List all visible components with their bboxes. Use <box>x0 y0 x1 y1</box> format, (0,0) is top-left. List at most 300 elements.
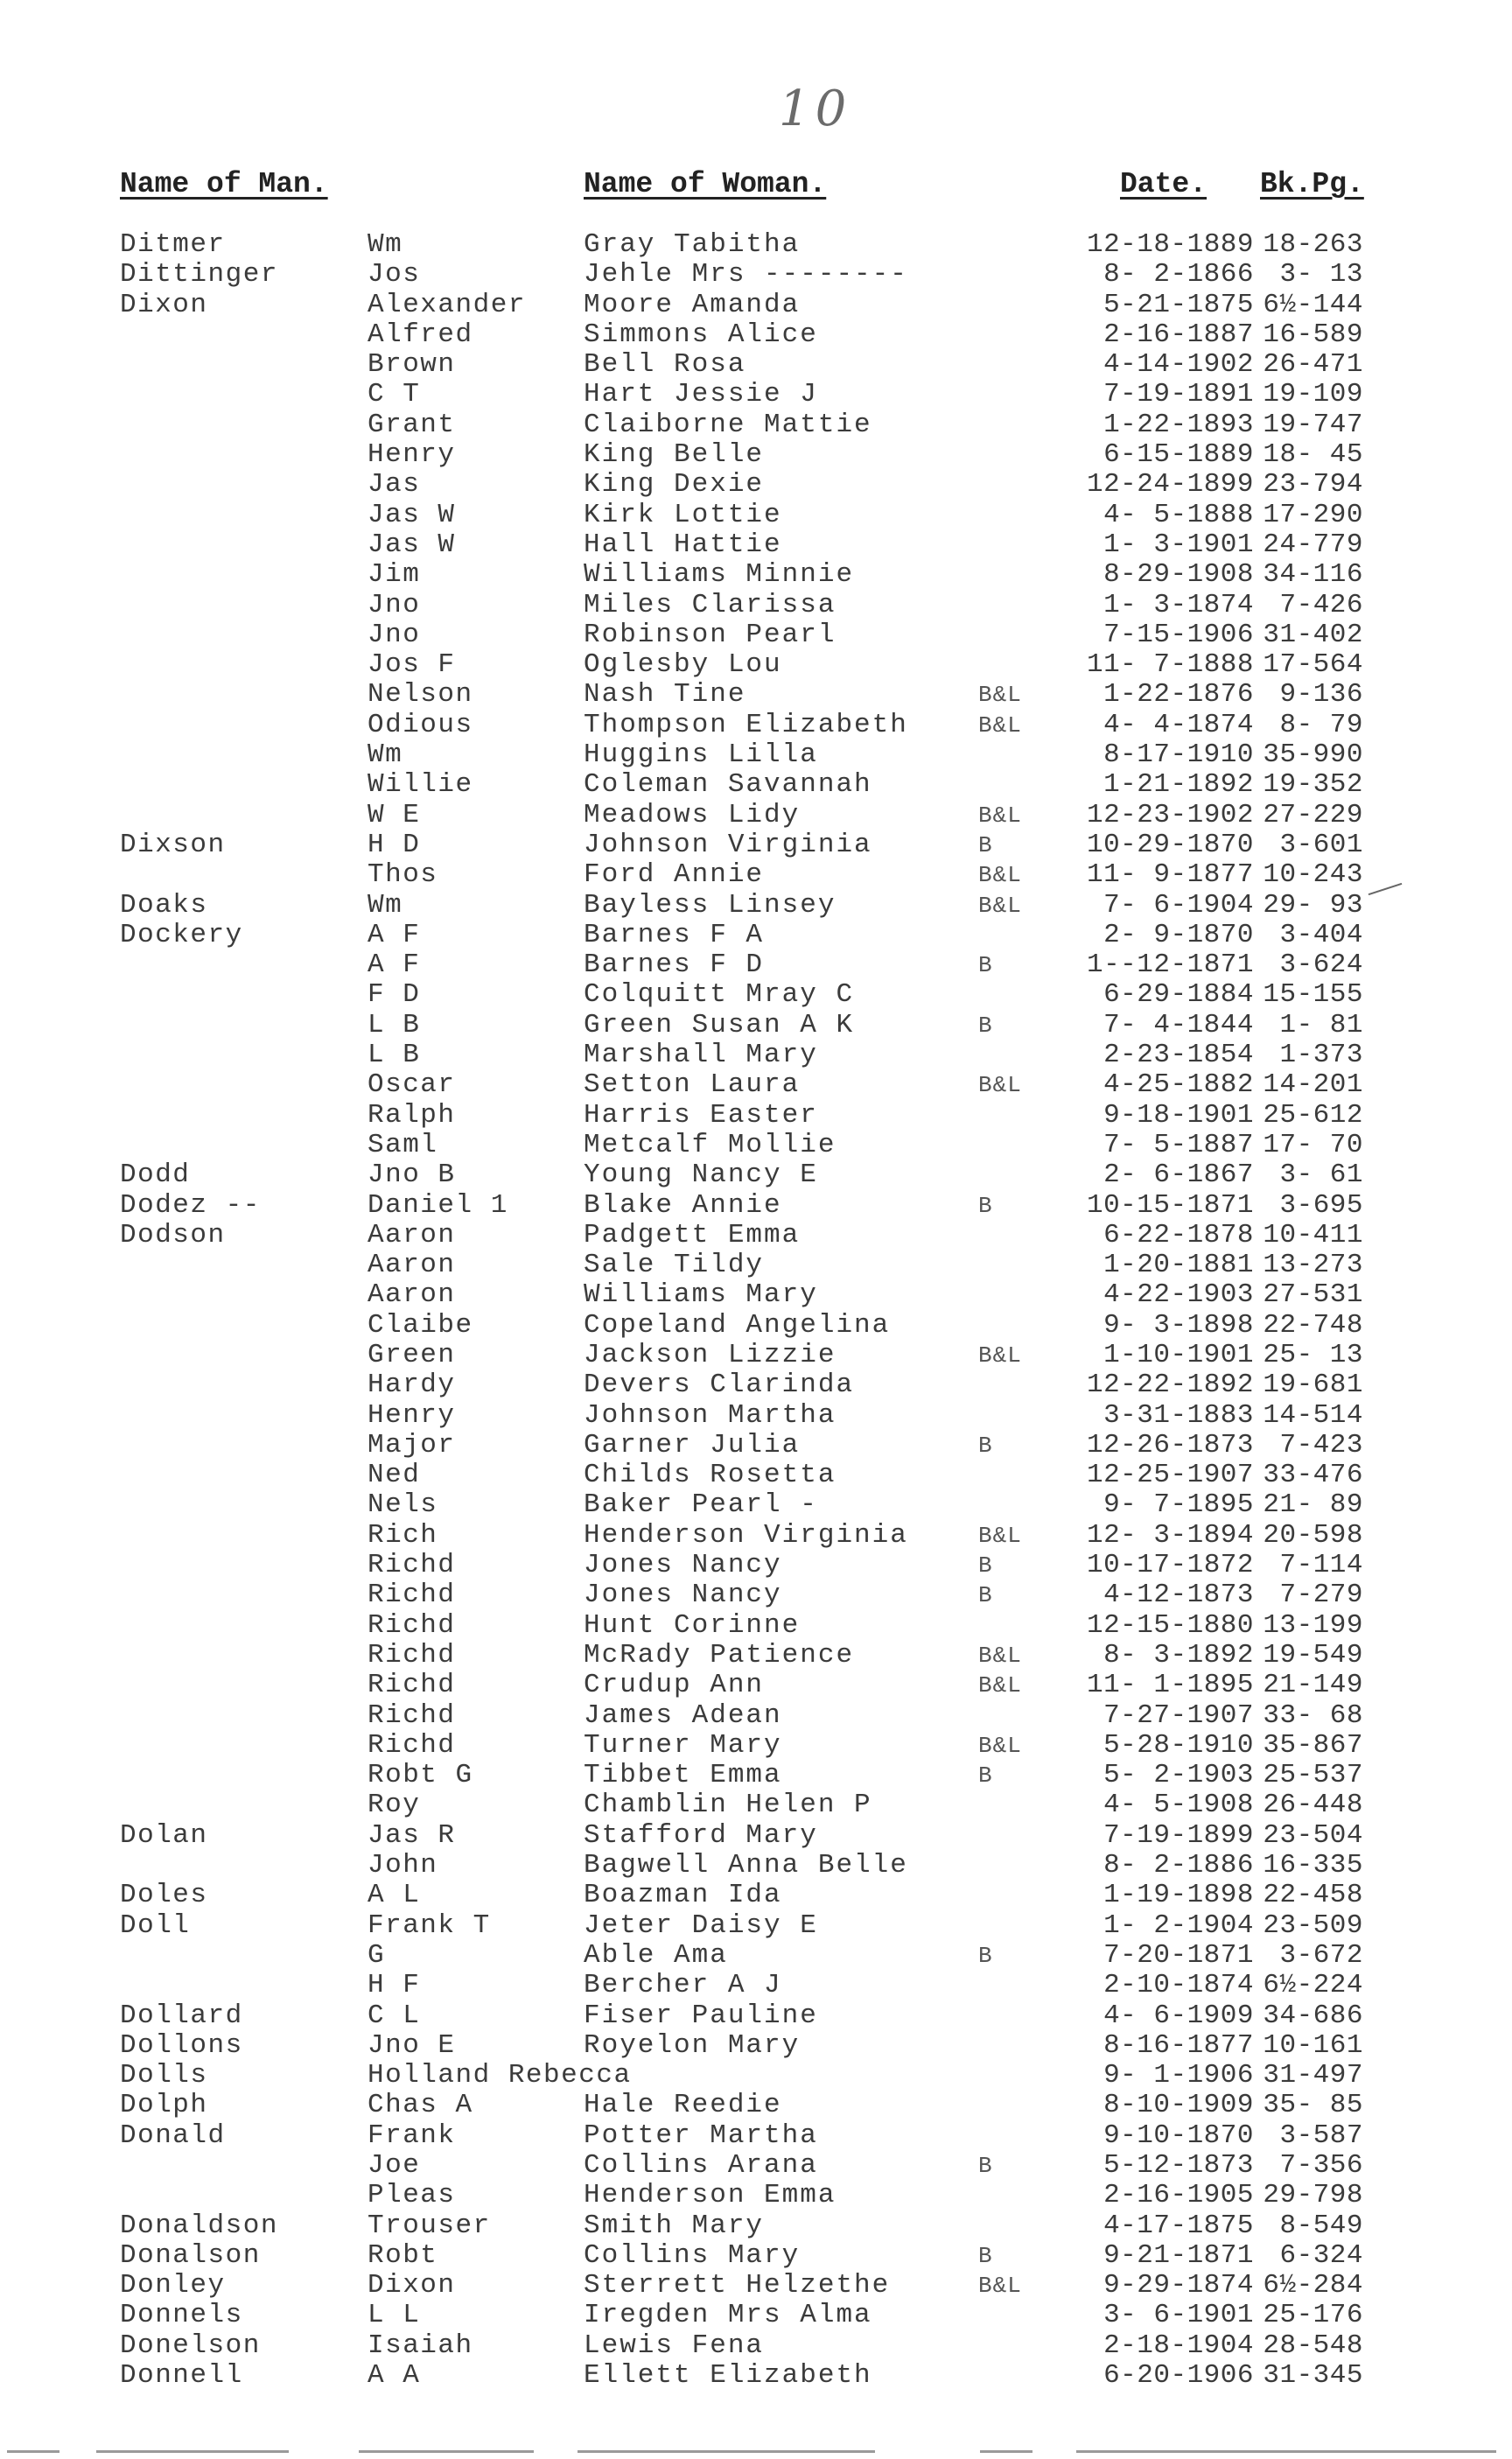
record-row <box>0 291 1512 320</box>
record-row <box>0 2271 1512 2301</box>
record-note: B&L <box>978 1072 1022 1099</box>
man-given-name: Jas R <box>368 1819 456 1851</box>
man-surname: Dolls <box>120 2060 208 2091</box>
man-given-name: G <box>368 1939 386 1971</box>
man-given-name: Thos <box>368 859 438 891</box>
man-given-name: Richd <box>368 1580 456 1611</box>
woman-name: Huggins Lilla <box>584 739 818 771</box>
record-note: B&L <box>978 1732 1022 1759</box>
record-row <box>0 380 1512 410</box>
record-row <box>0 230 1512 260</box>
marriage-date: 5- 2-1903 <box>1103 1760 1254 1791</box>
man-surname: Dixson <box>120 829 226 860</box>
woman-name: Green Susan A K <box>584 1009 855 1040</box>
book-page: 31-497 <box>1263 2060 1363 2091</box>
record-row <box>0 950 1512 980</box>
book-page: 31-402 <box>1263 619 1363 650</box>
book-page: 14-201 <box>1263 1069 1363 1101</box>
marriage-date: 12-26-1873 <box>1086 1429 1254 1461</box>
woman-name: Miles Clarissa <box>584 589 836 620</box>
book-page: 3- 13 <box>1279 259 1363 291</box>
record-row <box>0 2031 1512 2061</box>
book-page: 7-423 <box>1279 1429 1363 1461</box>
book-page: 31-345 <box>1263 2360 1363 2392</box>
record-row <box>0 891 1512 921</box>
book-page: 14-514 <box>1263 1399 1363 1431</box>
man-given-name: Nels <box>368 1489 438 1521</box>
woman-name: Potter Martha <box>584 2119 818 2151</box>
record-note: B&L <box>978 682 1022 709</box>
man-given-name: F D <box>368 979 421 1011</box>
footer-rule <box>1076 2450 1496 2453</box>
record-row <box>0 1490 1512 1520</box>
man-given-name: Robt <box>368 2239 438 2271</box>
marriage-date: 8-16-1877 <box>1103 2029 1254 2061</box>
man-given-name: Ralph <box>368 1099 456 1131</box>
man-given-name: Roy <box>368 1790 421 1821</box>
woman-name: Metcalf Mollie <box>584 1129 836 1160</box>
man-given-name: Richd <box>368 1729 456 1761</box>
woman-name: Copeland Angelina <box>584 1309 891 1341</box>
man-surname: Donley <box>120 2270 226 2301</box>
marriage-date: 1-20-1881 <box>1103 1250 1254 1281</box>
man-given-name: Jos <box>368 259 421 291</box>
book-page: 10-161 <box>1263 2029 1363 2061</box>
book-page: 3-587 <box>1279 2119 1363 2151</box>
marriage-date: 8- 2-1866 <box>1103 259 1254 291</box>
record-note: B&L <box>978 711 1022 739</box>
book-page: 29-798 <box>1263 2180 1363 2211</box>
record-row <box>0 801 1512 830</box>
man-given-name: Wm <box>368 229 403 260</box>
marriage-date: 2-23-1854 <box>1103 1040 1254 1071</box>
book-page: 7-279 <box>1279 1580 1363 1611</box>
record-note: B&L <box>978 892 1022 919</box>
woman-name: Johnson Virginia <box>584 829 872 860</box>
book-page: 22-748 <box>1263 1309 1363 1341</box>
man-surname: Dockery <box>120 919 243 950</box>
record-row <box>0 2211 1512 2241</box>
book-page: 6½-284 <box>1263 2270 1363 2301</box>
book-page: 10-411 <box>1263 1219 1363 1251</box>
man-given-name: Jno <box>368 589 421 620</box>
footer-rule <box>7 2450 60 2453</box>
man-surname: Ditmer <box>120 229 226 260</box>
man-given-name: Aaron <box>368 1219 456 1251</box>
woman-name: Jehle Mrs -------- <box>584 259 908 291</box>
record-row <box>0 2301 1512 2330</box>
record-row <box>0 1761 1512 1790</box>
marriage-date: 12-18-1889 <box>1086 229 1254 260</box>
record-row <box>0 1011 1512 1040</box>
record-row <box>0 1941 1512 1971</box>
marriage-date: 1-10-1901 <box>1103 1339 1254 1370</box>
book-page: 1-373 <box>1279 1040 1363 1071</box>
record-row <box>0 2181 1512 2210</box>
woman-name: Ellett Elizabeth <box>584 2360 872 2392</box>
man-given-name: A F <box>368 919 421 950</box>
woman-name: Kirk Lottie <box>584 499 782 530</box>
man-surname: Dolph <box>120 2090 208 2121</box>
record-row <box>0 1641 1512 1671</box>
record-row <box>0 501 1512 530</box>
marriage-date: 4-14-1902 <box>1103 349 1254 381</box>
man-given-name: Jim <box>368 559 421 591</box>
man-given-name: Henry <box>368 439 456 471</box>
record-row <box>0 650 1512 680</box>
record-row <box>0 1311 1512 1341</box>
book-page: 17- 70 <box>1263 1129 1363 1160</box>
record-row <box>0 1611 1512 1641</box>
record-row <box>0 1101 1512 1131</box>
book-page: 26-471 <box>1263 349 1363 381</box>
record-row <box>0 1851 1512 1881</box>
page-number: 10 <box>779 81 852 137</box>
record-row <box>0 260 1512 290</box>
record-row <box>0 620 1512 650</box>
record-row <box>0 830 1512 860</box>
record-note: B <box>978 1762 993 1790</box>
record-row <box>0 2361 1512 2391</box>
marriage-date: 7-15-1906 <box>1103 619 1254 650</box>
book-page: 23-794 <box>1263 469 1363 501</box>
book-page: 25-537 <box>1263 1760 1363 1791</box>
book-page: 17-564 <box>1263 649 1363 681</box>
record-row <box>0 860 1512 890</box>
book-page: 19-352 <box>1263 769 1363 801</box>
record-note: B&L <box>978 862 1022 889</box>
man-given-name: L L <box>368 2300 421 2331</box>
marriage-date: 3- 6-1901 <box>1103 2300 1254 2331</box>
woman-name: Oglesby Lou <box>584 649 782 681</box>
book-page: 3-695 <box>1279 1189 1363 1221</box>
record-row <box>0 410 1512 440</box>
record-row <box>0 1040 1512 1070</box>
man-given-name: Richd <box>368 1699 456 1731</box>
marriage-date: 11- 9-1877 <box>1086 859 1254 891</box>
marriage-date: 4-17-1875 <box>1103 2210 1254 2241</box>
man-given-name: Odious <box>368 709 473 740</box>
book-page: 13-273 <box>1263 1250 1363 1281</box>
record-row <box>0 440 1512 470</box>
man-given-name: Chas A <box>368 2090 473 2121</box>
record-row <box>0 921 1512 950</box>
record-note: B <box>978 952 993 979</box>
record-row <box>0 470 1512 500</box>
woman-name: King Dexie <box>584 469 765 501</box>
book-page: 9-136 <box>1279 679 1363 711</box>
man-surname: Dodson <box>120 1219 226 1251</box>
woman-name: Blake Annie <box>584 1189 782 1221</box>
marriage-date: 1-19-1898 <box>1103 1880 1254 1911</box>
book-page: 3- 61 <box>1279 1159 1363 1191</box>
woman-name: Hale Reedie <box>584 2090 782 2121</box>
book-page: 35-867 <box>1263 1729 1363 1761</box>
marriage-date: 8-29-1908 <box>1103 559 1254 591</box>
record-row <box>0 1971 1512 2000</box>
man-given-name: Rich <box>368 1519 438 1551</box>
woman-name: Tibbet Emma <box>584 1760 782 1791</box>
record-row <box>0 1790 1512 1820</box>
marriage-date: 12-15-1880 <box>1086 1609 1254 1641</box>
woman-name: Jones Nancy <box>584 1580 782 1611</box>
marriage-date: 12-22-1892 <box>1086 1370 1254 1401</box>
marriage-date: 2-16-1905 <box>1103 2180 1254 2211</box>
book-page: 20-598 <box>1263 1519 1363 1551</box>
footer-rule <box>96 2450 289 2453</box>
woman-name: Bell Rosa <box>584 349 746 381</box>
marriage-date: 5-28-1910 <box>1103 1729 1254 1761</box>
woman-name: Able Ama <box>584 1939 728 1971</box>
woman-name: Devers Clarinda <box>584 1370 855 1401</box>
record-note: B <box>978 1432 993 1459</box>
man-given-name: H D <box>368 829 421 860</box>
record-row <box>0 1251 1512 1280</box>
record-row <box>0 560 1512 590</box>
man-given-name: Nelson <box>368 679 473 711</box>
man-given-name: Robt G <box>368 1760 473 1791</box>
book-page: 6½-224 <box>1263 1970 1363 2001</box>
man-given-name: Henry <box>368 1399 456 1431</box>
book-page: 3-601 <box>1279 829 1363 860</box>
marriage-date: 12-24-1899 <box>1086 469 1254 501</box>
man-given-name: Aaron <box>368 1279 456 1311</box>
record-note: B <box>978 1942 993 1969</box>
woman-name: Bayless Linsey <box>584 889 836 921</box>
header-name-of-woman: Name of Woman. <box>584 168 827 200</box>
man-surname: Dolan <box>120 1819 208 1851</box>
woman-name: Nash Tine <box>584 679 746 711</box>
record-row <box>0 1911 1512 1941</box>
book-page: 6-324 <box>1279 2239 1363 2271</box>
man-surname: Dixon <box>120 289 208 320</box>
marriage-date: 8-17-1910 <box>1103 739 1254 771</box>
book-page: 3-624 <box>1279 949 1363 981</box>
woman-name: Turner Mary <box>584 1729 782 1761</box>
book-page: 15-155 <box>1263 979 1363 1011</box>
marriage-date: 5-12-1873 <box>1103 2150 1254 2181</box>
man-given-name: Richd <box>368 1670 456 1701</box>
woman-name: Thompson Elizabeth <box>584 709 908 740</box>
marriage-date: 1-22-1876 <box>1103 679 1254 711</box>
record-row <box>0 1521 1512 1551</box>
book-page: 18-263 <box>1263 229 1363 260</box>
record-row <box>0 2121 1512 2151</box>
marriage-date: 9-21-1871 <box>1103 2239 1254 2271</box>
record-note: B&L <box>978 1342 1022 1369</box>
marriage-date: 9- 7-1895 <box>1103 1489 1254 1521</box>
marriage-date: 10-15-1871 <box>1086 1189 1254 1221</box>
book-page: 3-404 <box>1279 919 1363 950</box>
book-page: 8-549 <box>1279 2210 1363 2241</box>
woman-name: McRady Patience <box>584 1639 855 1671</box>
book-page: 3-672 <box>1279 1939 1363 1971</box>
woman-name: Boazman Ida <box>584 1880 782 1911</box>
record-row <box>0 1461 1512 1490</box>
record-row <box>0 1160 1512 1190</box>
man-given-name: Pleas <box>368 2180 456 2211</box>
record-note: B <box>978 2242 993 2269</box>
record-note: B <box>978 2153 993 2179</box>
marriage-date: 7- 6-1904 <box>1103 889 1254 921</box>
woman-name: Ford Annie <box>584 859 765 891</box>
man-given-name: Trouser <box>368 2210 491 2241</box>
book-page: 23-504 <box>1263 1819 1363 1851</box>
woman-name: Barnes F A <box>584 919 765 950</box>
man-given-name: Aaron <box>368 1250 456 1281</box>
man-surname: Dodez -- <box>120 1189 261 1221</box>
record-row <box>0 1070 1512 1100</box>
man-given-name: Hardy <box>368 1370 456 1401</box>
man-given-name: Jas <box>368 469 421 501</box>
man-given-name: C T <box>368 379 421 410</box>
woman-name: Bagwell Anna Belle <box>584 1850 908 1881</box>
woman-name: Coleman Savannah <box>584 769 872 801</box>
record-note: B&L <box>978 2273 1022 2300</box>
record-note: B&L <box>978 1642 1022 1669</box>
marriage-date: 1- 2-1904 <box>1103 1909 1254 1941</box>
header-name-of-man: Name of Man. <box>120 168 328 200</box>
woman-name: Sale Tildy <box>584 1250 765 1281</box>
book-page: 19-747 <box>1263 409 1363 440</box>
woman-name: Crudup Ann <box>584 1670 765 1701</box>
woman-name: Johnson Martha <box>584 1399 836 1431</box>
record-note: B <box>978 1582 993 1609</box>
marriage-date: 11- 1-1895 <box>1086 1670 1254 1701</box>
man-surname: Dodd <box>120 1159 191 1191</box>
book-page: 19-681 <box>1263 1370 1363 1401</box>
book-page: 7-114 <box>1279 1550 1363 1581</box>
man-given-name: Jno <box>368 619 421 650</box>
book-page: 16-335 <box>1263 1850 1363 1881</box>
book-page: 27-229 <box>1263 799 1363 830</box>
footer-rule <box>359 2450 534 2453</box>
marriage-date: 10-29-1870 <box>1086 829 1254 860</box>
woman-name: Jackson Lizzie <box>584 1339 836 1370</box>
marriage-date: 9-18-1901 <box>1103 1099 1254 1131</box>
record-row <box>0 1580 1512 1610</box>
marriage-date: 7- 5-1887 <box>1103 1129 1254 1160</box>
record-note: B&L <box>978 1522 1022 1549</box>
marriage-date: 1-22-1893 <box>1103 409 1254 440</box>
book-page: 18- 45 <box>1263 439 1363 471</box>
woman-name: Simmons Alice <box>584 319 818 350</box>
woman-name: Gray Tabitha <box>584 229 801 260</box>
man-given-name: Green <box>368 1339 456 1370</box>
woman-name: Sterrett Helzethe <box>584 2270 891 2301</box>
record-row <box>0 2061 1512 2091</box>
man-surname: Dittinger <box>120 259 278 291</box>
record-row <box>0 680 1512 710</box>
man-given-name: Richd <box>368 1550 456 1581</box>
woman-name: Fiser Pauline <box>584 2000 818 2031</box>
man-given-name: Holland Rebecca <box>368 2060 632 2091</box>
woman-name: Smith Mary <box>584 2210 765 2241</box>
record-row <box>0 1341 1512 1370</box>
man-given-name: Ned <box>368 1460 421 1491</box>
marriage-date: 7-27-1907 <box>1103 1699 1254 1731</box>
man-given-name: Isaiah <box>368 2329 473 2361</box>
man-given-name: L B <box>368 1040 421 1071</box>
marriage-date: 7-19-1891 <box>1103 379 1254 410</box>
man-given-name: Wm <box>368 739 403 771</box>
woman-name: Jones Nancy <box>584 1550 782 1581</box>
record-row <box>0 711 1512 740</box>
record-row <box>0 1431 1512 1461</box>
man-given-name: Daniel 1 <box>368 1189 508 1221</box>
record-row <box>0 530 1512 560</box>
header-book-page: Bk.Pg. <box>1260 168 1364 200</box>
book-page: 17-290 <box>1263 499 1363 530</box>
book-page: 27-531 <box>1263 1279 1363 1311</box>
marriage-date: 9-10-1870 <box>1103 2119 1254 2151</box>
marriage-date: 8- 2-1886 <box>1103 1850 1254 1881</box>
man-given-name: Frank <box>368 2119 456 2151</box>
marriage-date: 9- 1-1906 <box>1103 2060 1254 2091</box>
man-given-name: W E <box>368 799 421 830</box>
book-page: 23-509 <box>1263 1909 1363 1941</box>
record-row <box>0 2001 1512 2031</box>
woman-name: James Adean <box>584 1699 782 1731</box>
book-page: 35- 85 <box>1263 2090 1363 2121</box>
man-given-name: Brown <box>368 349 456 381</box>
book-page: 25-176 <box>1263 2300 1363 2331</box>
marriage-date: 4-25-1882 <box>1103 1069 1254 1101</box>
marriage-date: 1--12-1871 <box>1086 949 1254 981</box>
woman-name: Collins Arana <box>584 2150 818 2181</box>
record-note: B <box>978 1012 993 1039</box>
record-row <box>0 2331 1512 2361</box>
man-given-name: A F <box>368 949 421 981</box>
record-row <box>0 1671 1512 1700</box>
man-given-name: Saml <box>368 1129 438 1160</box>
record-note: B <box>978 831 993 858</box>
woman-name: Setton Laura <box>584 1069 801 1101</box>
book-page: 16-589 <box>1263 319 1363 350</box>
woman-name: Robinson Pearl <box>584 619 836 650</box>
marriage-date: 8-10-1909 <box>1103 2090 1254 2121</box>
woman-name: Marshall Mary <box>584 1040 818 1071</box>
book-page: 25- 13 <box>1263 1339 1363 1370</box>
man-given-name: Jno E <box>368 2029 456 2061</box>
man-given-name: Dixon <box>368 2270 456 2301</box>
marriage-date: 12- 3-1894 <box>1086 1519 1254 1551</box>
book-page: 8- 79 <box>1279 709 1363 740</box>
marriage-date: 8- 3-1892 <box>1103 1639 1254 1671</box>
book-page: 1- 81 <box>1279 1009 1363 1040</box>
marriage-date: 4- 4-1874 <box>1103 709 1254 740</box>
man-given-name: Jno B <box>368 1159 456 1191</box>
marriage-date: 6-29-1884 <box>1103 979 1254 1011</box>
woman-name: Williams Mary <box>584 1279 818 1311</box>
record-row <box>0 1701 1512 1731</box>
record-row <box>0 2091 1512 2120</box>
marriage-date: 4- 5-1908 <box>1103 1790 1254 1821</box>
woman-name: Childs Rosetta <box>584 1460 836 1491</box>
man-surname: Donnels <box>120 2300 243 2331</box>
man-given-name: H F <box>368 1970 421 2001</box>
man-surname: Donelson <box>120 2329 261 2361</box>
marriage-date: 7- 4-1844 <box>1103 1009 1254 1040</box>
woman-name: Stafford Mary <box>584 1819 818 1851</box>
record-row <box>0 1131 1512 1160</box>
marriage-date: 10-17-1872 <box>1086 1550 1254 1581</box>
marriage-date: 2- 6-1867 <box>1103 1159 1254 1191</box>
book-page: 10-243 <box>1263 859 1363 891</box>
man-surname: Donaldson <box>120 2210 278 2241</box>
record-row <box>0 770 1512 800</box>
record-note: B&L <box>978 802 1022 829</box>
